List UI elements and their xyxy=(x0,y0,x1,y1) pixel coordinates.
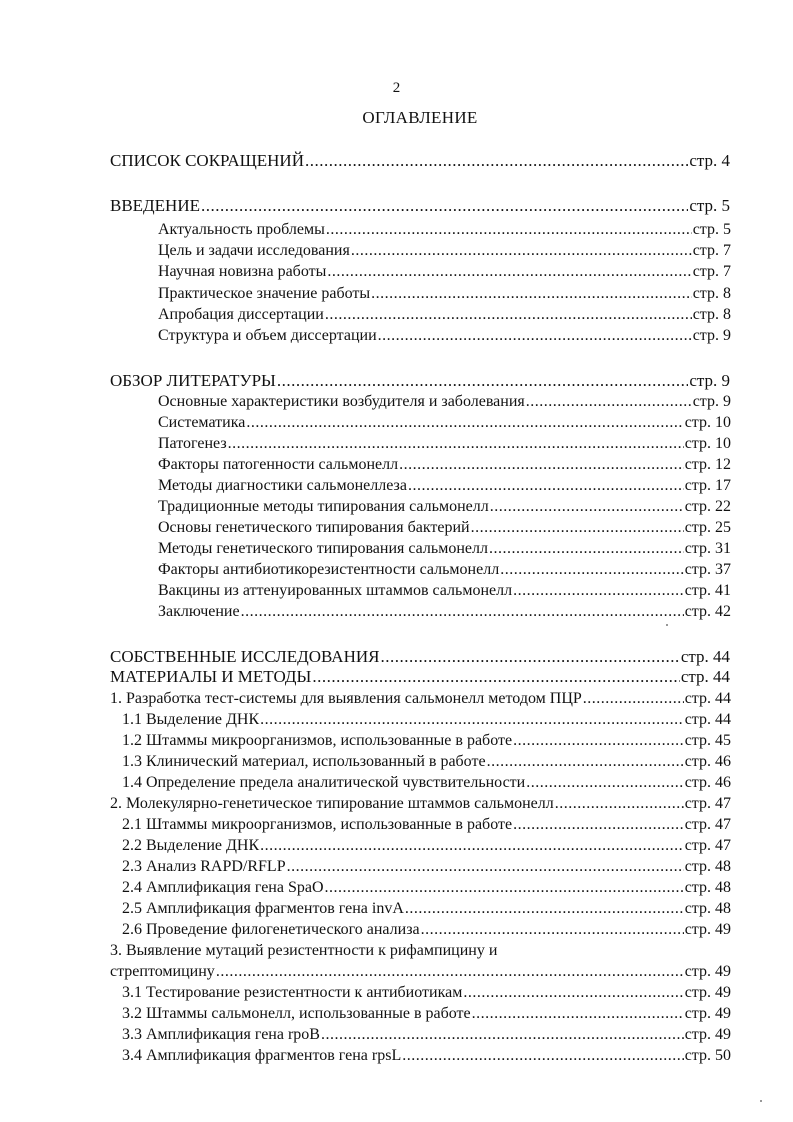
toc-page: стр. 41 xyxy=(684,582,731,599)
toc-leader-dots xyxy=(471,517,684,539)
page-title: ОГЛАВЛЕНИЕ xyxy=(362,108,478,127)
toc-label: 1.4 Определение предела аналитической чувствительности xyxy=(122,774,526,791)
toc-label: Практическое значение работы xyxy=(158,285,371,302)
toc-page: стр. 31 xyxy=(684,540,731,557)
toc-leader-dots xyxy=(241,601,684,623)
toc-leader-dots xyxy=(526,391,692,413)
toc-page: стр. 46 xyxy=(684,753,731,770)
toc-label: Заключение xyxy=(158,603,240,620)
toc-leader-dots xyxy=(277,370,688,392)
toc-page: стр. 4 xyxy=(689,151,730,170)
toc-label: 3.1 Тестирование резистентности к антибиотикам xyxy=(122,984,463,1001)
toc-entry xyxy=(110,961,731,983)
toc-entry xyxy=(122,709,731,731)
toc-label: стрептомицину xyxy=(110,963,215,980)
toc-leader-dots xyxy=(399,454,684,476)
toc-page: стр. 7 xyxy=(692,242,731,259)
toc-page: стр. 8 xyxy=(692,285,731,302)
toc-leader-dots xyxy=(421,919,684,941)
toc-label: Цель и задачи исследования xyxy=(158,242,350,259)
toc-leader-dots xyxy=(260,709,684,731)
toc-leader-dots xyxy=(321,1024,684,1046)
toc-entry-introduction xyxy=(110,195,730,217)
toc-entry-own-research xyxy=(110,646,730,668)
toc-leader-dots xyxy=(490,496,684,518)
toc-label: 2.5 Амплификация фрагментов гена invA xyxy=(122,900,404,917)
toc-entry xyxy=(158,325,731,347)
scan-speck xyxy=(760,1100,762,1102)
toc-leader-dots xyxy=(408,475,684,497)
toc-entry xyxy=(158,580,731,602)
toc-page: стр. 44 xyxy=(684,690,731,707)
toc-entry xyxy=(122,1045,731,1067)
toc-entry xyxy=(122,772,731,794)
toc-entry xyxy=(122,1003,731,1025)
toc-entry-materials-methods xyxy=(110,666,730,688)
toc-label: 3.4 Амплификация фрагментов гена rpsL xyxy=(122,1047,402,1064)
toc-label: Основы генетического типирования бактерий xyxy=(158,519,470,536)
toc-label: 1. Разработка тест-системы для выявления сальмонелл методом ПЦР xyxy=(110,690,582,707)
toc-entry xyxy=(158,391,731,413)
toc-label: 3.3 Амплификация гена rpoB xyxy=(122,1026,320,1043)
toc-label: 2. Молекулярно-генетическое типирование штаммов сальмонелл xyxy=(110,795,554,812)
toc-entry xyxy=(122,814,731,836)
toc-label: ОБЗОР ЛИТЕРАТУРЫ xyxy=(110,371,276,390)
toc-entry xyxy=(158,475,731,497)
toc-leader-dots xyxy=(555,793,684,815)
toc-page: стр. 37 xyxy=(684,561,731,578)
page-number: 2 xyxy=(392,80,401,96)
toc-page: стр. 44 xyxy=(680,667,730,686)
toc-page: стр. 44 xyxy=(684,711,731,728)
toc-leader-dots xyxy=(487,751,684,773)
toc-label: Методы диагностики сальмонеллеза xyxy=(158,477,407,494)
toc-page: стр. 5 xyxy=(689,196,730,215)
toc-entry xyxy=(122,982,731,1004)
toc-entry xyxy=(110,793,731,815)
toc-page: стр. 49 xyxy=(684,963,731,980)
toc-label: Основные характеристики возбудителя и заболевания xyxy=(158,393,525,410)
toc-entry xyxy=(122,1024,731,1046)
toc-entry xyxy=(158,240,731,262)
toc-label: 2.2 Выделение ДНК xyxy=(122,837,260,854)
toc-page: стр. 49 xyxy=(684,984,731,1001)
toc-label: СПИСОК СОКРАЩЕНИЙ xyxy=(110,151,304,170)
toc-leader-dots xyxy=(500,559,684,581)
toc-label: 2.3 Анализ RAPD/RFLP xyxy=(122,858,286,875)
toc-page: стр. 8 xyxy=(692,306,731,323)
toc-entry xyxy=(122,751,731,773)
toc-page: стр. 47 xyxy=(684,816,731,833)
toc-entry xyxy=(158,559,731,581)
toc-entry xyxy=(158,496,731,518)
toc-leader-dots xyxy=(312,666,679,688)
toc-page: стр. 49 xyxy=(684,1026,731,1043)
toc-leader-dots xyxy=(583,688,684,710)
toc-page: стр. 48 xyxy=(684,858,731,875)
toc-label: ВВЕДЕНИЕ xyxy=(110,196,200,215)
toc-leader-dots xyxy=(201,195,688,217)
toc-entry xyxy=(158,304,731,326)
toc-page: стр. 10 xyxy=(684,435,731,452)
toc-entry xyxy=(122,898,731,920)
toc-label: 1.1 Выделение ДНК xyxy=(122,711,260,728)
toc-leader-dots xyxy=(371,283,692,305)
toc-page: стр. 22 xyxy=(684,498,731,515)
toc-entry xyxy=(122,835,731,857)
toc-page: стр. 12 xyxy=(684,456,731,473)
toc-leader-dots xyxy=(351,240,692,262)
toc-leader-dots xyxy=(260,835,684,857)
toc-page: стр. 7 xyxy=(692,263,731,280)
toc-label: Актуальность проблемы xyxy=(158,221,325,238)
toc-leader-dots xyxy=(513,814,684,836)
toc-page: стр. 44 xyxy=(680,647,730,666)
toc-entry xyxy=(122,856,731,878)
toc-label: 1.2 Штаммы микроорганизмов, использованные в работе xyxy=(122,732,513,749)
toc-label: 2.6 Проведение филогенетического анализа xyxy=(122,921,420,938)
toc-leader-dots xyxy=(472,1003,684,1025)
toc-leader-dots xyxy=(463,982,683,1004)
toc-leader-dots xyxy=(287,856,684,878)
toc-leader-dots xyxy=(326,219,692,241)
toc-page: стр. 17 xyxy=(684,477,731,494)
toc-page: стр. 25 xyxy=(684,519,731,536)
toc-label: Апробация диссертации xyxy=(158,306,324,323)
toc-entry xyxy=(158,517,731,539)
toc-label: Научная новизна работы xyxy=(158,263,327,280)
toc-label: Факторы антибиотикорезистентности сальмонелл xyxy=(158,561,500,578)
toc-page: стр. 5 xyxy=(692,221,731,238)
toc-leader-dots xyxy=(526,772,683,794)
toc-entry xyxy=(110,688,731,710)
toc-entry-wrapped-first-line: 3. Выявление мутаций резистентности к рифампицину и xyxy=(110,942,498,959)
toc-page: стр. 47 xyxy=(684,795,731,812)
toc-page: стр. 9 xyxy=(689,371,730,390)
toc-page: стр. 49 xyxy=(684,921,731,938)
toc-entry-literature-review xyxy=(110,370,730,392)
toc-label: СОБСТВЕННЫЕ ИССЛЕДОВАНИЯ xyxy=(110,647,380,666)
toc-entry xyxy=(158,433,731,455)
toc-entry xyxy=(158,412,731,434)
toc-entry xyxy=(122,919,731,941)
scan-speck xyxy=(666,624,668,626)
toc-entry-abbreviations xyxy=(110,150,730,172)
toc-page: стр. 46 xyxy=(684,774,731,791)
toc-label: 1.3 Клинический материал, использованный в работе xyxy=(122,753,486,770)
toc-page: стр. 42 xyxy=(684,603,731,620)
toc-entry xyxy=(158,283,731,305)
toc-page: стр. 49 xyxy=(684,1005,731,1022)
toc-leader-dots xyxy=(489,538,684,560)
toc-entry xyxy=(158,538,731,560)
toc-label: 2.4 Амплификация гена SpaO xyxy=(122,879,324,896)
toc-page: стр. 48 xyxy=(684,879,731,896)
toc-leader-dots xyxy=(216,961,684,983)
toc-page: стр. 48 xyxy=(684,900,731,917)
toc-page: стр. 10 xyxy=(684,414,731,431)
toc-label: Патогенез xyxy=(158,435,227,452)
toc-label: Традиционные методы типирования сальмонелл xyxy=(158,498,489,515)
toc-page: стр. 45 xyxy=(684,732,731,749)
toc-label: МАТЕРИАЛЫ И МЕТОДЫ xyxy=(110,667,312,686)
toc-leader-dots xyxy=(325,304,692,326)
toc-label: Методы генетического типирования сальмонелл xyxy=(158,540,488,557)
toc-label: 2.1 Штаммы микроорганизмов, использованные в работе xyxy=(122,816,513,833)
toc-page: стр. 50 xyxy=(684,1047,731,1064)
toc-label: Систематика xyxy=(158,414,246,431)
toc-leader-dots xyxy=(513,730,684,752)
toc-leader-dots xyxy=(327,261,691,283)
toc-entry xyxy=(122,730,731,752)
toc-entry xyxy=(158,454,731,476)
toc-label: Вакцины из аттенуированных штаммов сальмонелл xyxy=(158,582,513,599)
toc-entry xyxy=(158,261,731,283)
toc-leader-dots xyxy=(305,150,688,172)
toc-label: Структура и объем диссертации xyxy=(158,327,377,344)
toc-page: стр. 9 xyxy=(692,327,731,344)
toc-leader-dots xyxy=(228,433,684,455)
toc-page: стр. 47 xyxy=(684,837,731,854)
toc-entry xyxy=(158,219,731,241)
toc-leader-dots xyxy=(513,580,684,602)
toc-leader-dots xyxy=(380,646,679,668)
toc-leader-dots xyxy=(402,1045,683,1067)
toc-label: Факторы патогенности сальмонелл xyxy=(158,456,399,473)
toc-leader-dots xyxy=(405,898,684,920)
toc-label: 3.2 Штаммы сальмонелл, использованные в работе xyxy=(122,1005,471,1022)
toc-entry xyxy=(122,877,731,899)
toc-entry xyxy=(158,601,731,623)
toc-leader-dots xyxy=(325,877,684,899)
toc-leader-dots xyxy=(246,412,683,434)
toc-page: стр. 9 xyxy=(692,393,731,410)
toc-leader-dots xyxy=(378,325,692,347)
